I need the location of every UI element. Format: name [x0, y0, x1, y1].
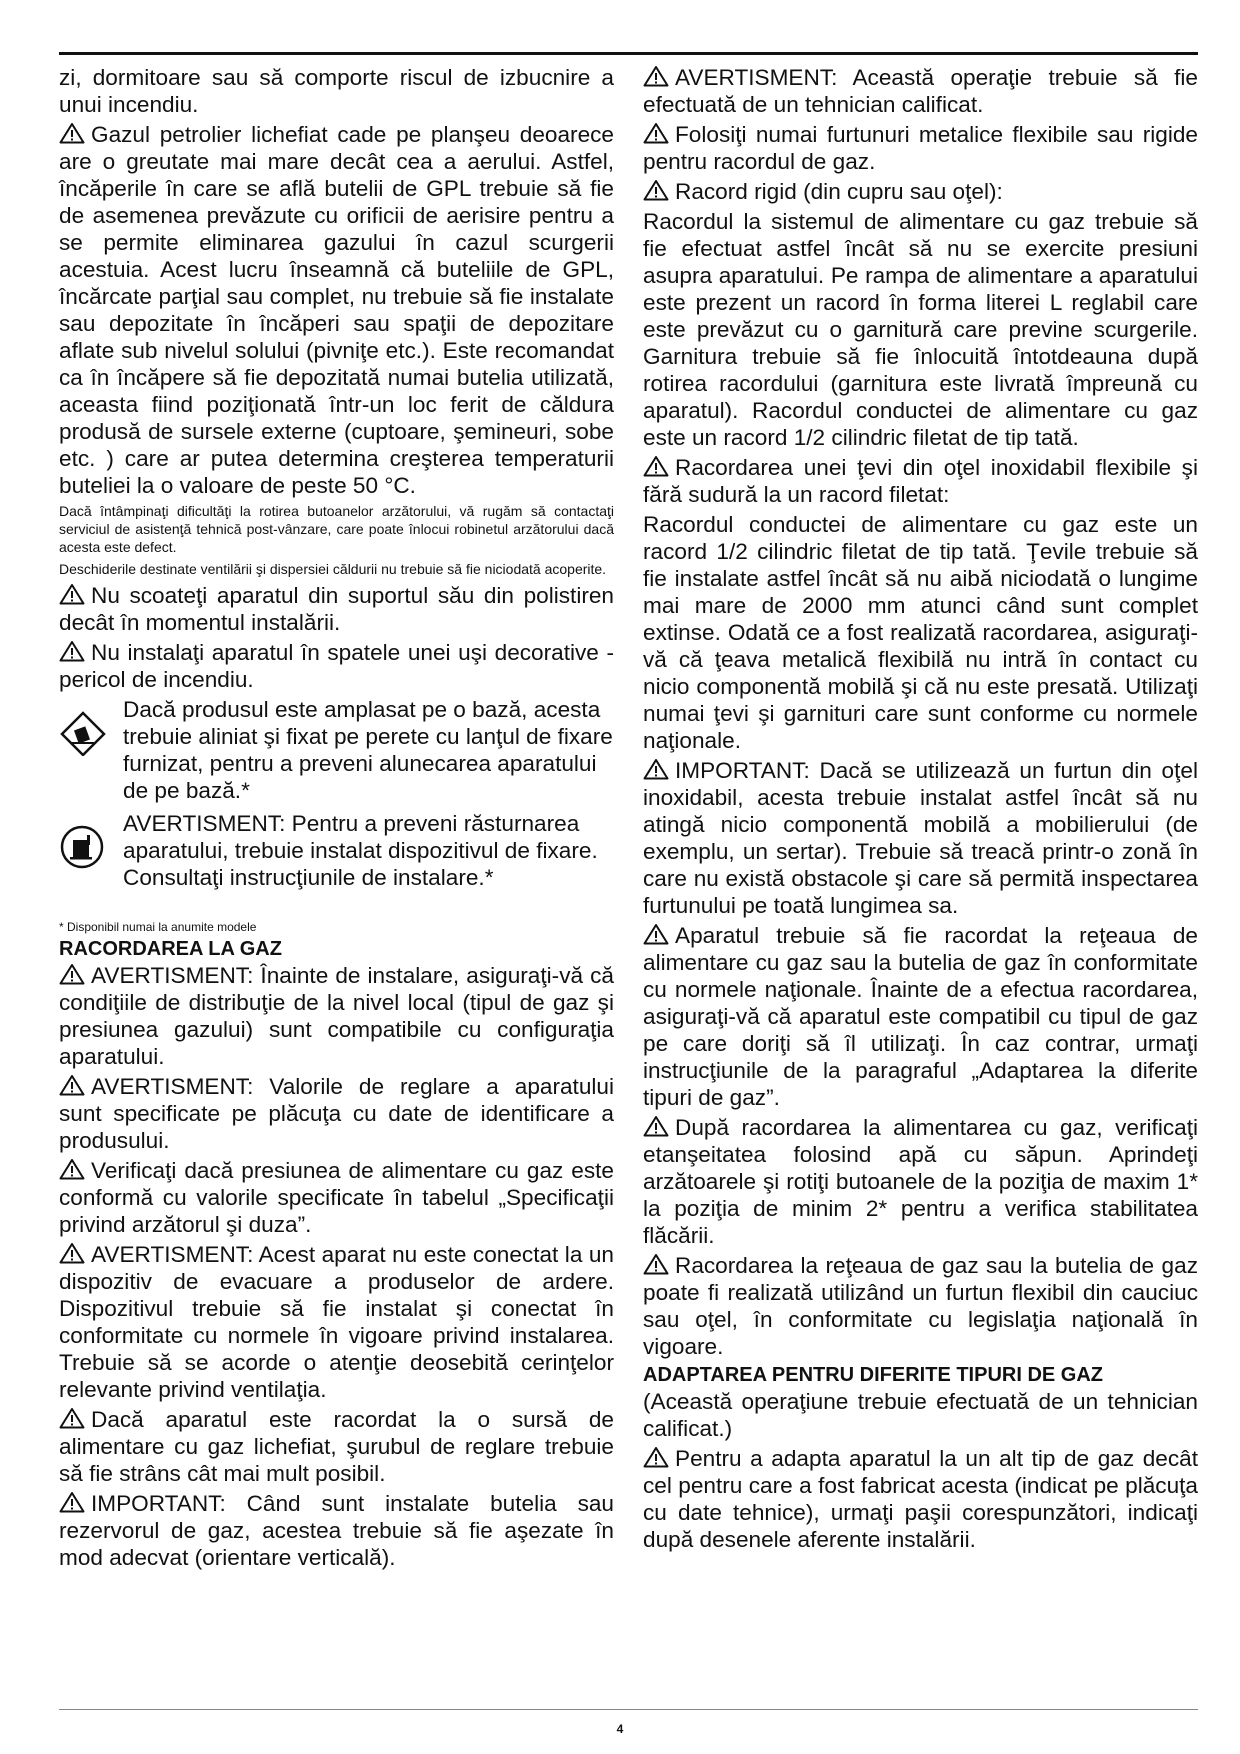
warning-icon: [643, 923, 669, 945]
paragraph-text: Aparatul trebuie să fie racordat la reţeaua de alimentare cu gaz sau la butelia de gaz în conformitate cu normele naţionale. Înainte de a efectua racordarea, asiguraţi-vă că aparatul este compatibil cu tipul de gaz pe care doriţi să îl utilizaţi. În caz contrar, urmaţi instrucţiunile de la paragraful „Adaptarea la diferite tipuri de gaz”.: [643, 923, 1198, 1110]
paragraph-text: AVERTISMENT: Valorile de reglare a aparatului sunt specificate pe plăcuţa cu date de identificare a produsului.: [59, 1074, 614, 1153]
paragraph-text: Racordarea la reţeaua de gaz sau la butelia de gaz poate fi realizată utilizând un furtun flexibil din cauciuc sau oţel, în conformitate cu legislaţia naţională în vigoare.: [643, 1253, 1198, 1359]
paragraph-text: Dacă aparatul este racordat la o sursă de alimentare cu gaz lichefiat, şurubul de reglare trebuie să fie strâns cât mai mult posibil.: [59, 1407, 614, 1486]
paragraph-text: Pentru a adapta aparatul la un alt tip de gaz decât cel pentru care a fost fabricat acesta (indicat pe plăcuţa cu date tehnice), urmaţi paşii corespunzători, indicaţi după desenele aferente instalării.: [643, 1446, 1198, 1552]
warning-paragraph: [643, 1445, 1198, 1553]
warning-paragraph: [59, 962, 614, 1070]
warning-icon: [59, 1491, 85, 1513]
paragraph-text: AVERTISMENT: Acest aparat nu este conectat la un dispozitiv de evacuare a produselor de ardere. Dispozitivul trebuie să fie instalat şi conectat în conformitate cu normele în vigoare privind instalarea. Trebuie să se acorde o atenţie deosebită cerinţelor relevante privind ventilaţia.: [59, 1242, 614, 1402]
warning-paragraph: [643, 1114, 1198, 1249]
tipping-hazard-icon: [59, 710, 107, 756]
paragraph: zi, dormitoare sau să comporte riscul de izbucnire a unui incendiu.: [59, 65, 614, 117]
warning-paragraph: [643, 121, 1198, 175]
warning-icon: [59, 1242, 85, 1264]
warning-icon: [59, 640, 85, 662]
paragraph-text: Nu instalaţi aparatul în spatele unei uşi decorative - pericol de incendiu.: [59, 640, 614, 692]
paragraph: (Această operaţiune trebuie efectuată de un tehnician calificat.): [643, 1389, 1198, 1441]
paragraph-text: Racordarea unei ţevi din oţel inoxidabil flexibile şi fără sudură la un racord filetat:: [643, 455, 1198, 507]
paragraph-text: Racord rigid (din cupru sau oţel):: [675, 179, 1003, 204]
paragraph-text: IMPORTANT: Dacă se utilizează un furtun din oţel inoxidabil, acesta trebuie instalat astfel încât să nu atingă nicio componentă mobilă a mobilierului (de exemplu, un sertar). Trebuie să treacă printr-o zonă în care nu există obstacole şi care să permită inspectarea furtunului pe toată lungimea sa.: [643, 758, 1198, 918]
warning-paragraph: [643, 757, 1198, 919]
paragraph: Racordul conductei de alimentare cu gaz este un racord 1/2 cilindric filetat de tip tată. Ţevile trebuie să fie instalate astfel încât să nu aibă niciodată o lungime mai mare de 2000 mm atunci când sunt complet extinse. Odată ce a fost realizată racordarea, asiguraţi-vă că ţeava metalică flexibilă nu intră în contact cu nicio componentă mobilă şi că nu este presată. Utilizaţi numai ţevi şi garnituri care sunt conforme cu normele naţionale.: [643, 512, 1198, 753]
page-number: 4: [616, 1722, 624, 1736]
warning-paragraph: [643, 1252, 1198, 1360]
warning-icon: [643, 758, 669, 780]
warning-icon: [59, 122, 85, 144]
footnote: * Disponibil numai la anumite modele: [59, 920, 257, 934]
warning-paragraph: [59, 1157, 614, 1238]
warning-paragraph: [59, 1073, 614, 1154]
warning-icon: [643, 1253, 669, 1275]
warning-paragraph: [59, 1490, 614, 1571]
paragraph-text: Nu scoateţi aparatul din suportul său din polistiren decât în momentul instalării.: [59, 583, 614, 635]
paragraph-text: După racordarea la alimentarea cu gaz, verificaţi etanşeitatea folosind apă cu săpun. Aprindeţi arzătoarele şi rotiţi butoanele de la poziţia de maxim 1* la poziţia de minim 2* pentru a verifica stabilitatea flăcării.: [643, 1115, 1198, 1248]
warning-icon: [59, 583, 85, 605]
warning-icon: [643, 1446, 669, 1468]
right-column: [643, 64, 1198, 1556]
paragraph-text: Verificaţi dacă presiunea de alimentare cu gaz este conformă cu valorile specificate în tabelul „Specificaţii privind arzătorul şi duza”.: [59, 1158, 614, 1237]
paragraph-text: IMPORTANT: Când sunt instalate butelia sau rezervorul de gaz, acestea trebuie să fie aşezate în mod adecvat (orientare verticală).: [59, 1491, 614, 1570]
anti-tilt-device-icon: [59, 824, 105, 870]
bottom-rule: [59, 1709, 1198, 1710]
section-heading: RACORDAREA LA GAZ: [59, 938, 282, 960]
warning-paragraph: [643, 454, 1198, 508]
warning-paragraph: [643, 64, 1198, 118]
section-heading: ADAPTAREA PENTRU DIFERITE TIPURI DE GAZ: [643, 1364, 1104, 1386]
warning-paragraph: [59, 1406, 614, 1487]
warning-icon: [59, 1158, 85, 1180]
warning-icon: [59, 963, 85, 985]
warning-paragraph: [59, 121, 614, 499]
warning-paragraph: [59, 1241, 614, 1403]
anti-tilt-note: [59, 810, 614, 891]
top-rule: [59, 52, 1198, 55]
base-fixing-note: [59, 696, 614, 804]
warning-icon: [643, 65, 669, 87]
paragraph-text: Gazul petrolier lichefiat cade pe planşeu deoarece are o greutate mai mare decât cea a aerului. Astfel, încăperile în care se află butelii de GPL trebuie să fie de asemenea prevăzute cu orificii de aerisire pentru a se permite eliminarea gazului în cazul scurgerii acestuia. Acest lucru înseamnă că buteliile de GPL, încărcate parţial sau complet, nu trebuie să fie instalate sau depozitate în încăperi sau spaţii de depozitare aflate sub nivelul solului (pivniţe etc.). Este recomandat ca în încăpere să fie depozitată numai butelia utilizată, aceasta fiind poziţionată într-un loc ferit de căldura produsă de sursele externe (cuptoare, şemineuri, sobe etc. ) care ar putea determina creşterea temperaturii buteliei la o valoare de peste 50 °C.: [59, 122, 614, 498]
paragraph-text: AVERTISMENT: Pentru a preveni răsturnarea aparatului, trebuie instalat dispozitivul de fixare. Consultaţi instrucţiunile de instalare.*: [123, 811, 598, 890]
small-note: Dacă întâmpinaţi dificultăţi la rotirea butoanelor arzătorului, vă rugăm să contactaţi serviciul de asistenţă tehnică post-vânzare, care poate înlocui robinetul arzătorului dacă acesta este defect.: [59, 503, 614, 555]
left-column: [59, 64, 614, 1574]
warning-paragraph: [643, 178, 1198, 205]
warning-icon: [59, 1074, 85, 1096]
warning-icon: [59, 1407, 85, 1429]
paragraph-text: AVERTISMENT: Înainte de instalare, asiguraţi-vă că condiţiile de distribuţie de la nivel local (tipul de gaz şi presiunea gazului) sunt compatibile cu configuraţia aparatului.: [59, 963, 614, 1069]
warning-icon: [643, 455, 669, 477]
warning-paragraph: [59, 582, 614, 636]
warning-icon: [643, 179, 669, 201]
warning-paragraph: [59, 639, 614, 693]
warning-paragraph: [643, 922, 1198, 1111]
paragraph-text: Dacă produsul este amplasat pe o bază, acesta trebuie aliniat şi fixat pe perete cu lanţul de fixare furnizat, pentru a preveni alunecarea aparatului de pe bază.*: [123, 697, 613, 803]
paragraph: Racordul la sistemul de alimentare cu gaz trebuie să fie efectuat astfel încât să nu se exercite presiuni asupra aparatului. Pe rampa de alimentare a aparatului este prezent un racord în forma literei L reglabil care este prevăzut cu o garnitură care previne scurgerile. Garnitura trebuie să fie înlocuită întotdeauna după rotirea racordului (garnitura este livrată împreună cu aparatul). Racordul conductei de alimentare cu gaz este un racord 1/2 cilindric filetat de tip tată.: [643, 209, 1198, 450]
warning-icon: [643, 1115, 669, 1137]
paragraph-text: Folosiţi numai furtunuri metalice flexibile sau rigide pentru racordul de gaz.: [643, 122, 1198, 174]
paragraph-text: AVERTISMENT: Această operaţie trebuie să fie efectuată de un tehnician calificat.: [643, 65, 1198, 117]
warning-icon: [643, 122, 669, 144]
small-note: Deschiderile destinate ventilării şi dispersiei căldurii nu trebuie să fie niciodată acoperite.: [59, 561, 607, 577]
